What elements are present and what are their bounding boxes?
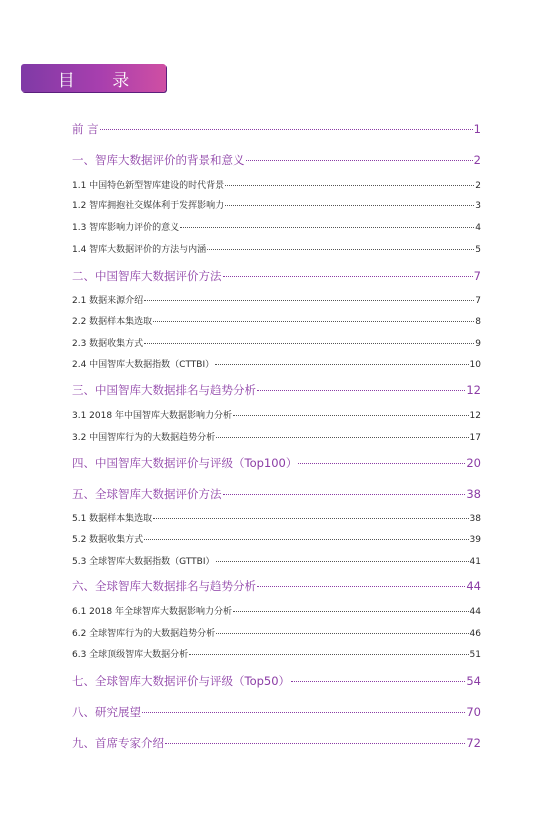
- toc-entry-label: 5.1 数据样本集选取: [72, 514, 153, 524]
- toc-entry[interactable]: [72, 735, 481, 751]
- toc-entry[interactable]: [72, 178, 481, 191]
- toc-leader-dots: [291, 681, 465, 682]
- toc-entry-label: 5.2 数据收集方式: [72, 535, 144, 545]
- toc-leader-dots: [223, 494, 466, 495]
- toc-leader-dots: [216, 437, 468, 438]
- toc-entry-page: 12: [466, 383, 481, 397]
- toc-entry[interactable]: [72, 647, 481, 660]
- toc-entry-page: 7: [473, 269, 481, 283]
- toc-entry[interactable]: [72, 382, 481, 398]
- toc-title-banner: [21, 64, 166, 92]
- toc-entry-page: 72: [466, 736, 481, 750]
- toc-entry[interactable]: [72, 511, 481, 524]
- toc-entry[interactable]: [72, 604, 481, 617]
- toc-entry-label: 6.3 全球顶级智库大数据分析: [72, 650, 189, 660]
- toc-entry-label: 2.4 中国智库大数据指数（CTTBI）: [72, 360, 215, 370]
- toc-entry[interactable]: [72, 532, 481, 545]
- toc-entry-label: 七、全球智库大数据评价与评级（Top50）: [72, 674, 291, 688]
- toc-entry-page: 9: [475, 339, 481, 349]
- toc-entry-page: 38: [466, 487, 481, 501]
- toc-leader-dots: [153, 518, 468, 519]
- toc-leader-dots: [225, 205, 474, 206]
- toc-entry-label: 四、中国智库大数据评价与评级（Top100）: [72, 456, 298, 470]
- toc-leader-dots: [189, 654, 468, 655]
- toc-entry-page: 17: [469, 433, 481, 443]
- toc-entry-label: 6.2 全球智库行为的大数据趋势分析: [72, 629, 216, 639]
- toc-entry-label: 1.3 智库影响力评价的意义: [72, 223, 180, 233]
- toc-entry-label: 二、中国智库大数据评价方法: [72, 269, 222, 283]
- toc-entry-page: 5: [475, 245, 481, 255]
- toc-entry-page: 44: [469, 607, 481, 617]
- toc-entry-label: 5.3 全球智库大数据指数（GTTBI）: [72, 557, 215, 567]
- toc-entry-page: 8: [475, 317, 481, 327]
- toc-entry-page: 12: [469, 411, 481, 421]
- toc-entry-page: 39: [469, 535, 481, 545]
- toc-entry-label: 一、智库大数据评价的背景和意义: [72, 153, 245, 167]
- toc-leader-dots: [207, 249, 474, 250]
- toc-entry-page: 2: [475, 181, 481, 191]
- toc-leader-dots: [144, 343, 474, 344]
- toc-entry-page: 1: [473, 122, 481, 136]
- toc-leader-dots: [257, 390, 465, 391]
- toc-entry-page: 51: [469, 650, 481, 660]
- toc-entry[interactable]: [72, 268, 481, 284]
- toc-entry-label: 前 言: [72, 122, 99, 136]
- toc-entry[interactable]: [72, 554, 481, 567]
- toc-entry[interactable]: [72, 430, 481, 443]
- toc-leader-dots: [142, 712, 465, 713]
- toc-leader-dots: [165, 743, 465, 744]
- toc-entry-page: 70: [466, 705, 481, 719]
- toc-entry[interactable]: [72, 704, 481, 720]
- toc-entry[interactable]: [72, 455, 481, 471]
- toc-entry-page: 38: [469, 514, 481, 524]
- toc-entry[interactable]: [72, 198, 481, 211]
- toc-entry-label: 2.3 数据收集方式: [72, 339, 144, 349]
- toc-entry[interactable]: [72, 336, 481, 349]
- toc-entry-label: 五、全球智库大数据评价方法: [72, 487, 222, 501]
- toc-entry[interactable]: [72, 578, 481, 594]
- toc-entry-label: 1.4 智库大数据评价的方法与内涵: [72, 245, 207, 255]
- toc-entry-label: 2.2 数据样本集选取: [72, 317, 153, 327]
- toc-entry-label: 1.2 智库拥抱社交媒体利于发挥影响力: [72, 201, 225, 211]
- toc-leader-dots: [100, 129, 473, 130]
- toc-leader-dots: [225, 185, 474, 186]
- toc-entry-page: 2: [473, 153, 481, 167]
- toc-leader-dots: [216, 561, 469, 562]
- toc-leader-dots: [233, 611, 469, 612]
- toc-entry-label: 八、研究展望: [72, 705, 141, 719]
- toc-leader-dots: [257, 586, 465, 587]
- toc-entry-label: 三、中国智库大数据排名与趋势分析: [72, 383, 256, 397]
- toc-entry[interactable]: [72, 626, 481, 639]
- toc-entry[interactable]: [72, 121, 481, 137]
- toc-entry-label: 九、首席专家介绍: [72, 736, 164, 750]
- toc-entry[interactable]: [72, 486, 481, 502]
- toc-leader-dots: [144, 539, 468, 540]
- toc-entry-page: 10: [469, 360, 481, 370]
- toc-entry-label: 6.1 2018 年全球智库大数据影响力分析: [72, 607, 232, 617]
- toc-entry-label: 3.2 中国智库行为的大数据趋势分析: [72, 433, 216, 443]
- toc-entry[interactable]: [72, 673, 481, 689]
- toc-leader-dots: [298, 463, 465, 464]
- toc-entry-label: 1.1 中国特色新型智库建设的时代背景: [72, 181, 225, 191]
- toc-entry-page: 41: [469, 557, 481, 567]
- toc-entry-page: 4: [475, 223, 481, 233]
- toc-entry[interactable]: [72, 152, 481, 168]
- toc-entry[interactable]: [72, 357, 481, 370]
- toc-entry-page: 7: [475, 296, 481, 306]
- toc-entry[interactable]: [72, 242, 481, 255]
- toc-entry-label: 2.1 数据来源介绍: [72, 296, 144, 306]
- toc-entry[interactable]: [72, 220, 481, 233]
- toc-entry-page: 54: [466, 674, 481, 688]
- toc-leader-dots: [233, 415, 469, 416]
- toc-title: 目 录: [57, 70, 146, 91]
- toc-leader-dots: [153, 321, 474, 322]
- toc-entry[interactable]: [72, 293, 481, 306]
- toc-leader-dots: [246, 160, 473, 161]
- toc-leader-dots: [180, 227, 474, 228]
- toc-entry-label: 六、全球智库大数据排名与趋势分析: [72, 579, 256, 593]
- toc-entry[interactable]: [72, 408, 481, 421]
- toc-entry-label: 3.1 2018 年中国智库大数据影响力分析: [72, 411, 232, 421]
- toc-leader-dots: [216, 633, 468, 634]
- toc-leader-dots: [215, 364, 468, 365]
- toc-leader-dots: [223, 276, 473, 277]
- toc-entry-page: 44: [466, 579, 481, 593]
- toc-leader-dots: [144, 300, 474, 301]
- toc-entry[interactable]: [72, 314, 481, 327]
- toc-entry-page: 46: [469, 629, 481, 639]
- toc-entry-page: 3: [475, 201, 481, 211]
- toc-entry-page: 20: [466, 456, 481, 470]
